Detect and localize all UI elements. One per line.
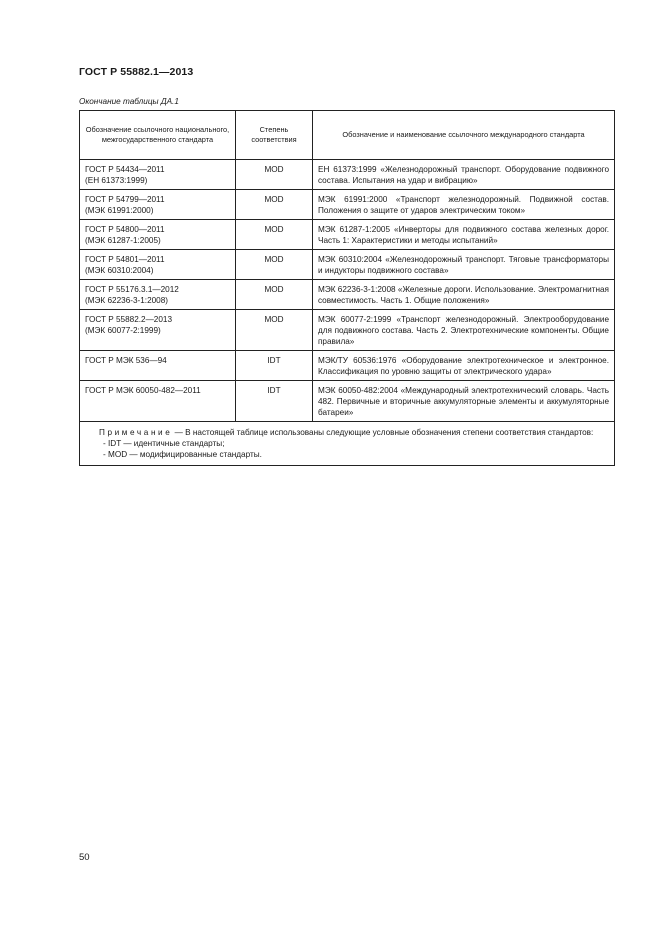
international-standard-cell: МЭК/ТУ 60536:1976 «Оборудование электротехническое и электронное. Классификация по уровню защиты от электрического удара» bbox=[313, 351, 615, 381]
national-standard-source: (МЭК 60310:2004) bbox=[85, 266, 154, 275]
national-standard-code: ГОСТ Р 54801—2011 bbox=[85, 255, 165, 264]
international-standard-cell: МЭК 62236-3-1:2008 «Железные дороги. Использование. Электромагнитная совместимость. Часть 1. Общие положения» bbox=[313, 280, 615, 310]
table-row bbox=[80, 280, 615, 310]
national-standard-code: ГОСТ Р 54799—2011 bbox=[85, 195, 165, 204]
national-standard-cell bbox=[80, 351, 236, 381]
degree-cell: MOD bbox=[236, 280, 313, 310]
table-row bbox=[80, 310, 615, 351]
national-standard-code: ГОСТ Р МЭК 536—94 bbox=[85, 356, 167, 365]
national-standard-code: ГОСТ Р 55176.3.1—2012 bbox=[85, 285, 179, 294]
table-note bbox=[80, 422, 615, 466]
note-paragraph bbox=[85, 427, 609, 438]
table-row bbox=[80, 381, 615, 422]
column-header-degree: Степень соответствия bbox=[236, 111, 313, 160]
national-standard-code: ГОСТ Р 54800—2011 bbox=[85, 225, 165, 234]
national-standard-cell bbox=[80, 190, 236, 220]
table-header-row bbox=[80, 111, 615, 160]
note-item-mod: - MOD — модифицированные стандарты. bbox=[103, 450, 262, 459]
table-row bbox=[80, 351, 615, 381]
table-row bbox=[80, 220, 615, 250]
degree-cell: IDT bbox=[236, 381, 313, 422]
degree-cell: IDT bbox=[236, 351, 313, 381]
page-number: 50 bbox=[79, 852, 90, 863]
degree-cell: MOD bbox=[236, 220, 313, 250]
national-standard-source: (МЭК 61287-1:2005) bbox=[85, 236, 161, 245]
degree-cell: MOD bbox=[236, 310, 313, 351]
national-standard-source: (МЭК 60077-2:1999) bbox=[85, 326, 161, 335]
table-note-row bbox=[80, 422, 615, 466]
standards-table bbox=[79, 110, 615, 466]
table-caption: Окончание таблицы ДА.1 bbox=[79, 97, 179, 106]
note-text: — В настоящей таблице использованы следующие условные обозначения степени соответствия стандартов: bbox=[174, 428, 594, 437]
note-item-idt: - IDT — идентичные стандарты; bbox=[103, 439, 225, 448]
national-standard-cell bbox=[80, 280, 236, 310]
document-code: ГОСТ Р 55882.1—2013 bbox=[79, 66, 194, 78]
international-standard-cell: МЭК 61287-1:2005 «Инверторы для подвижного состава железных дорог. Часть 1: Характеристики и методы испытаний» bbox=[313, 220, 615, 250]
national-standard-source: (МЭК 62236-3-1:2008) bbox=[85, 296, 169, 305]
degree-cell: MOD bbox=[236, 250, 313, 280]
note-label: Примечание bbox=[99, 428, 173, 437]
national-standard-code: ГОСТ Р 55882.2—2013 bbox=[85, 315, 172, 324]
national-standard-cell bbox=[80, 381, 236, 422]
column-header-international: Обозначение и наименование ссылочного международного стандарта bbox=[313, 111, 615, 160]
international-standard-cell: МЭК 60077-2:1999 «Транспорт железнодорожный. Электрооборудование для подвижного состава. Часть 2. Электротехнические компоненты. Общие правила» bbox=[313, 310, 615, 351]
table-row bbox=[80, 190, 615, 220]
national-standard-cell bbox=[80, 310, 236, 351]
national-standard-source: (МЭК 61991:2000) bbox=[85, 206, 154, 215]
table-row bbox=[80, 160, 615, 190]
column-header-national: Обозначение ссылочного национального, межгосударственного стандарта bbox=[80, 111, 236, 160]
international-standard-cell: МЭК 60310:2004 «Железнодорожный транспорт. Тяговые трансформаторы и индукторы подвижного состава» bbox=[313, 250, 615, 280]
degree-cell: MOD bbox=[236, 160, 313, 190]
international-standard-cell: МЭК 60050-482:2004 «Международный электротехнический словарь. Часть 482. Первичные и вторичные аккумуляторные элементы и аккумуляторные батареи» bbox=[313, 381, 615, 422]
national-standard-cell bbox=[80, 250, 236, 280]
national-standard-cell bbox=[80, 160, 236, 190]
international-standard-cell: ЕН 61373:1999 «Железнодорожный транспорт. Оборудование подвижного состава. Испытания на удар и вибрацию» bbox=[313, 160, 615, 190]
international-standard-cell: МЭК 61991:2000 «Транспорт железнодорожный. Подвижной состав. Положения о защите от ударов электрическим током» bbox=[313, 190, 615, 220]
national-standard-source: (ЕН 61373:1999) bbox=[85, 176, 148, 185]
national-standard-code: ГОСТ Р 54434—2011 bbox=[85, 165, 165, 174]
degree-cell: MOD bbox=[236, 190, 313, 220]
table-row bbox=[80, 250, 615, 280]
national-standard-code: ГОСТ Р МЭК 60050-482—2011 bbox=[85, 386, 201, 395]
national-standard-cell bbox=[80, 220, 236, 250]
